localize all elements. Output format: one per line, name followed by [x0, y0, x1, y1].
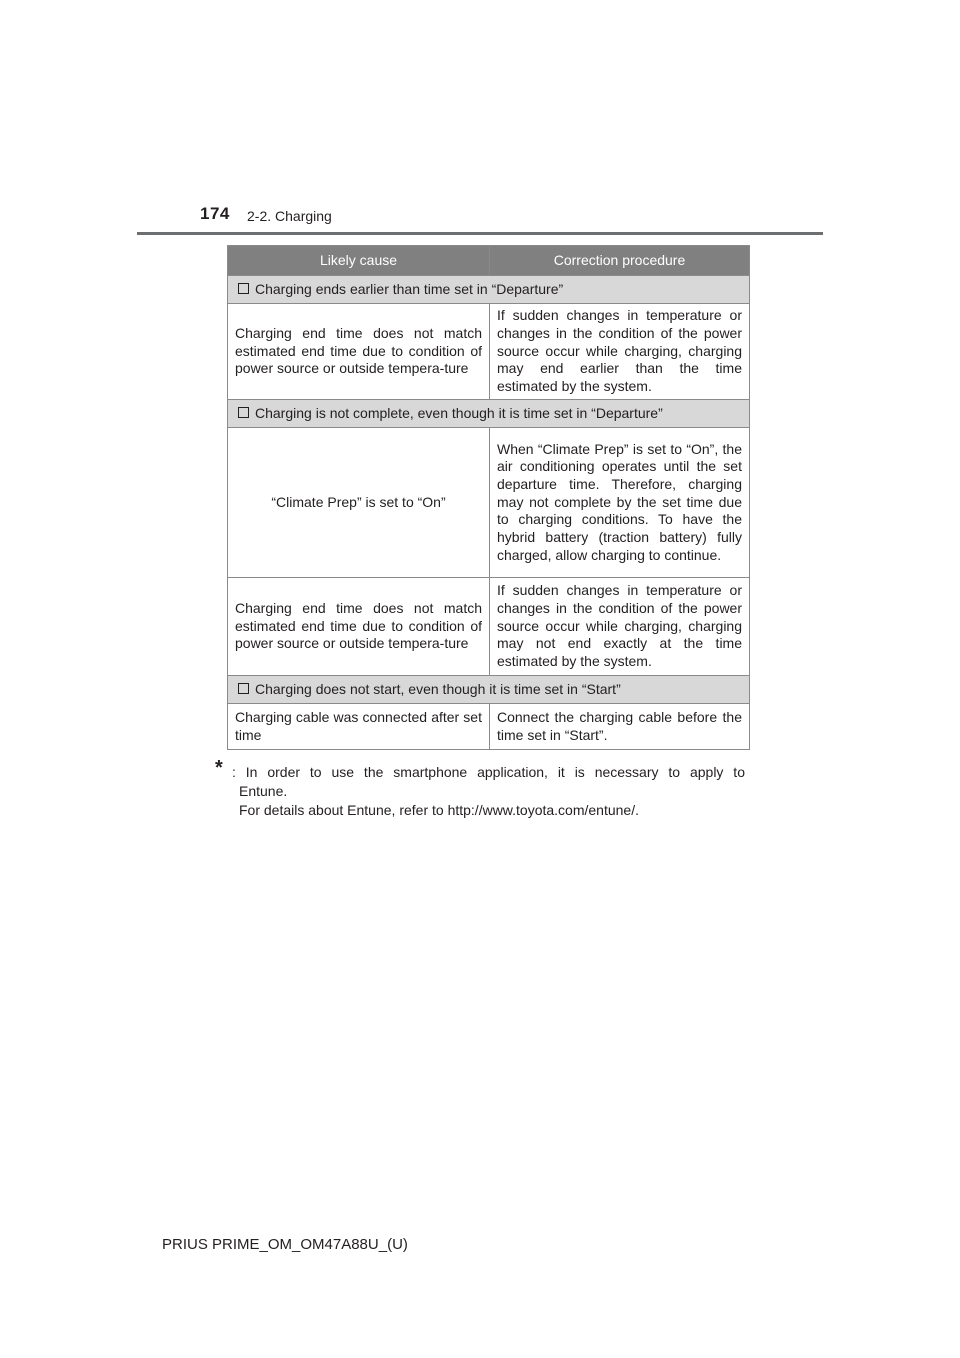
table-row	[228, 428, 750, 578]
section-heading-text: Charging is not complete, even though it is time set in “Departure”	[255, 404, 663, 421]
correction-procedure-cell: If sudden changes in temperature or changes in the condition of the power source occur while charging, charging may end earlier than the time estimated by the system.	[490, 304, 750, 400]
table-section-row	[228, 400, 750, 428]
checkbox-bullet-icon	[238, 283, 249, 294]
page-number: 174	[200, 204, 230, 223]
table-row	[228, 704, 750, 750]
section-heading	[228, 400, 750, 428]
checkbox-bullet-icon	[238, 407, 249, 418]
correction-procedure-cell: Connect the charging cable before the time set in “Start”.	[490, 704, 750, 750]
likely-cause-cell: Charging cable was connected after set time	[228, 704, 490, 750]
correction-procedure-cell: When “Climate Prep” is set to “On”, the air conditioning operates until the set departure time. Therefore, charging may not complete by the set time due to charging conditions. To have the hybrid battery (traction battery) fully charged, allow charging to continue.	[490, 428, 750, 578]
section-title: 2-2. Charging	[247, 208, 332, 224]
table-row	[228, 578, 750, 676]
column-header-correction-procedure: Correction procedure	[490, 246, 750, 276]
section-heading	[228, 676, 750, 704]
likely-cause-cell: Charging end time does not match estimated end time due to condition of power source or outside tempera-ture	[228, 578, 490, 676]
footnote-marker: *	[215, 757, 223, 779]
correction-procedure-cell: If sudden changes in temperature or changes in the condition of the power source occur while charging, charging may not end exactly at the time estimated by the system.	[490, 578, 750, 676]
likely-cause-cell: “Climate Prep” is set to “On”	[228, 428, 490, 578]
troubleshooting-table	[227, 245, 750, 750]
footnote	[215, 757, 745, 820]
checkbox-bullet-icon	[238, 683, 249, 694]
footnote-link-line: For details about Entune, refer to http://www.toyota.com/entune/.	[239, 802, 639, 818]
document-id: PRIUS PRIME_OM_OM47A88U_(U)	[162, 1236, 408, 1253]
column-header-likely-cause: Likely cause	[228, 246, 490, 276]
table-section-row	[228, 276, 750, 304]
table-section-row	[228, 676, 750, 704]
header-divider	[137, 232, 823, 235]
footnote-line: Entune.	[239, 783, 288, 799]
footnote-line: : In order to use the smartphone application, it is necessary to apply to	[232, 764, 745, 780]
table-row	[228, 304, 750, 400]
section-heading-text: Charging does not start, even though it is time set in “Start”	[255, 680, 621, 697]
table-header-row	[228, 246, 750, 276]
section-heading-text: Charging ends earlier than time set in “Departure”	[255, 280, 564, 297]
section-heading	[228, 276, 750, 304]
likely-cause-cell: Charging end time does not match estimated end time due to condition of power source or outside tempera-ture	[228, 304, 490, 400]
